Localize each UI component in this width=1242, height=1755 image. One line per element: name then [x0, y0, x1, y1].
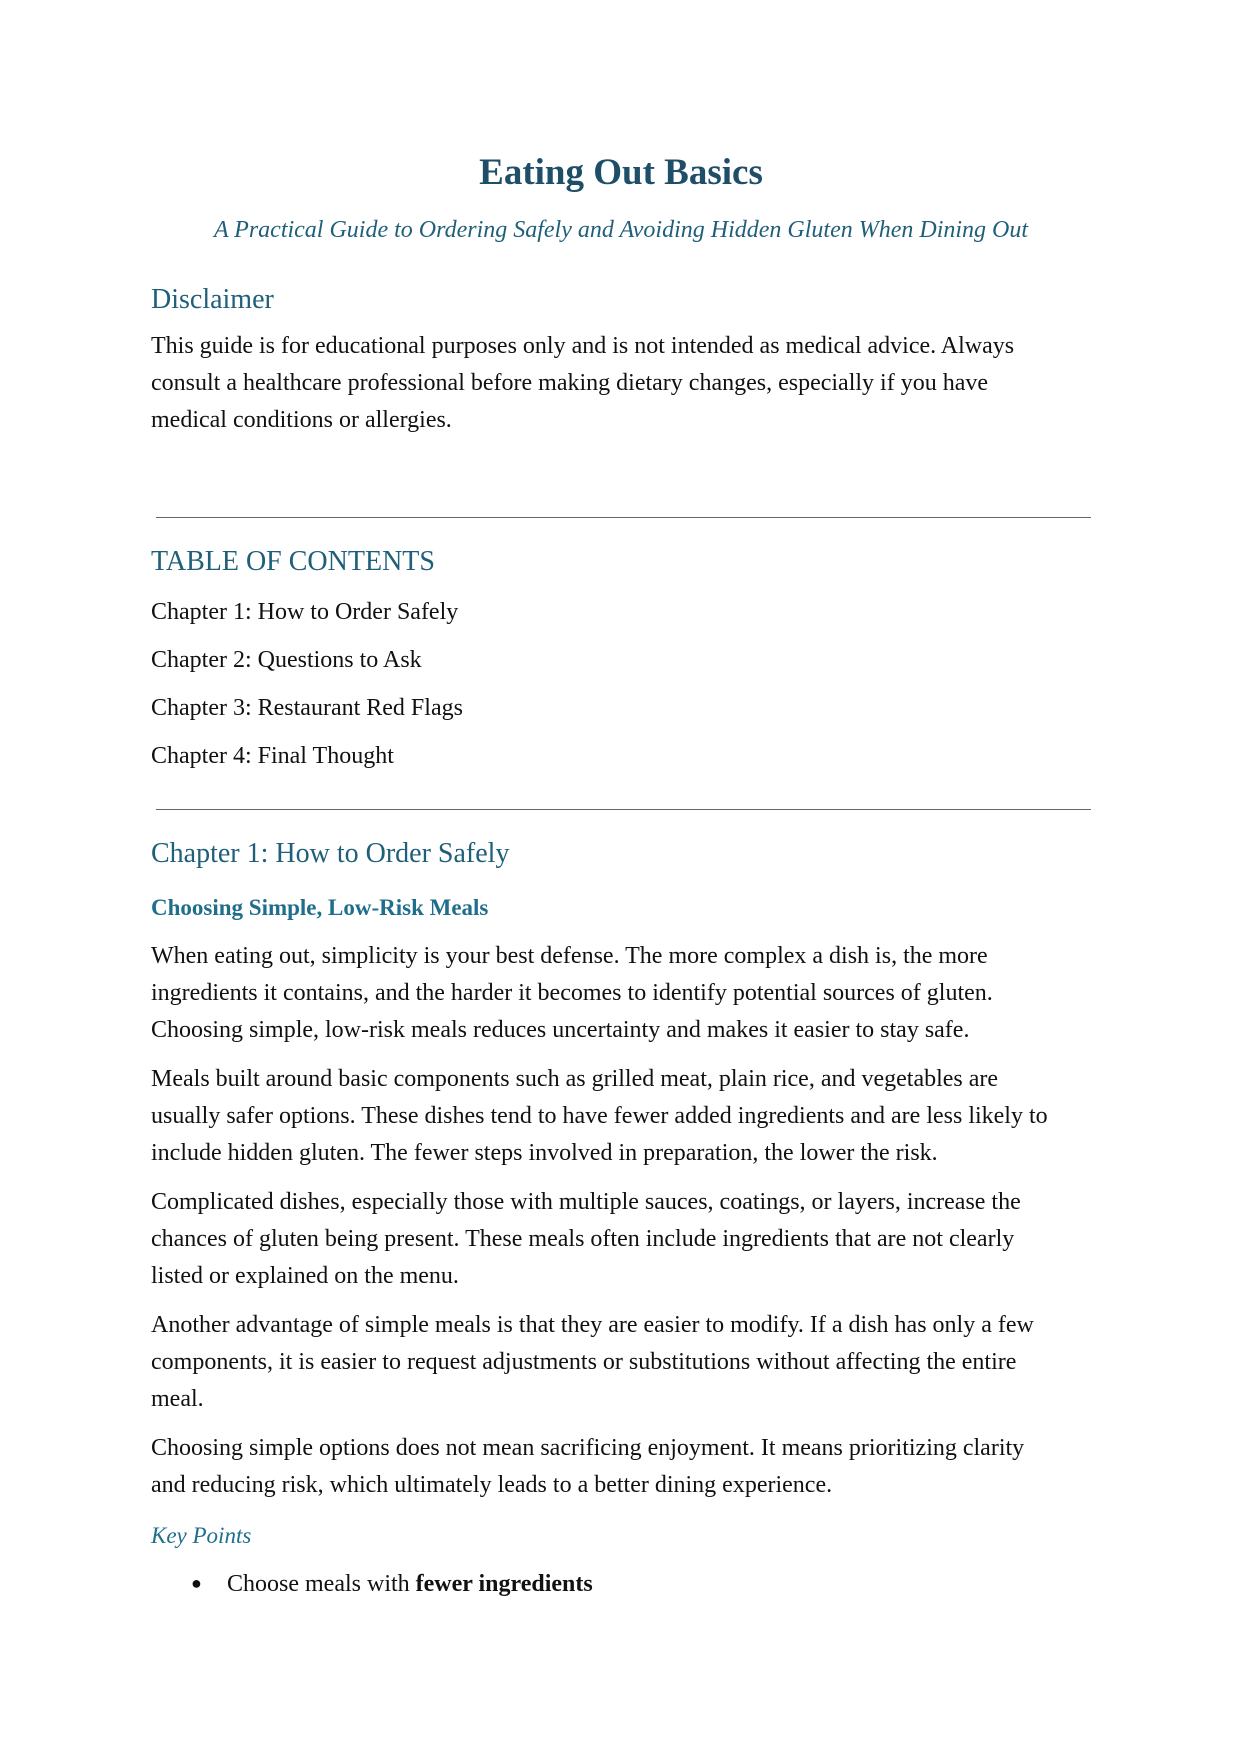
- disclaimer-heading: Disclaimer: [151, 284, 274, 315]
- paragraph-line: usually safer options. These dishes tend to have fewer added ingredients and are less likely to: [151, 1103, 1048, 1129]
- paragraph-line: Complicated dishes, especially those with multiple sauces, coatings, or layers, increase the: [151, 1189, 1021, 1215]
- paragraph-line: Choosing simple options does not mean sacrificing enjoyment. It means prioritizing clarity: [151, 1435, 1025, 1461]
- paragraph-line: and reducing risk, which ultimately leads to a better dining experience.: [151, 1472, 833, 1498]
- toc-item-chapter-4: Chapter 4: Final Thought: [151, 743, 394, 769]
- disclaimer-line: medical conditions or allergies.: [151, 407, 452, 433]
- paragraph-line: components, it is easier to request adjustments or substitutions without affecting the entire: [151, 1349, 1017, 1375]
- toc-item-chapter-2: Chapter 2: Questions to Ask: [151, 647, 422, 673]
- paragraph-line: meal.: [151, 1386, 204, 1412]
- list-item: [191, 1567, 593, 1600]
- chapter-1-subheading: Choosing Simple, Low-Risk Meals: [151, 895, 489, 920]
- chapter-1-heading: Chapter 1: How to Order Safely: [151, 838, 510, 869]
- toc-item-chapter-1: Chapter 1: How to Order Safely: [151, 599, 459, 625]
- document-subtitle: A Practical Guide to Ordering Safely and Avoiding Hidden Gluten When Dining Out: [213, 217, 1029, 243]
- toc-heading: TABLE OF CONTENTS: [151, 546, 435, 577]
- section-divider: [156, 809, 1091, 810]
- document-title: Eating Out Basics: [479, 152, 763, 193]
- bullet-icon: ●: [191, 1573, 202, 1593]
- disclaimer-line: consult a healthcare professional before making dietary changes, especially if you have: [151, 370, 988, 396]
- bullet-text: Choose meals with: [227, 1571, 416, 1597]
- paragraph-line: listed or explained on the menu.: [151, 1263, 459, 1289]
- paragraph-line: ingredients it contains, and the harder it becomes to identify potential sources of gluten.: [151, 980, 993, 1006]
- paragraph-line: Choosing simple, low-risk meals reduces uncertainty and makes it easier to stay safe.: [151, 1017, 970, 1043]
- key-points-heading: Key Points: [151, 1523, 252, 1548]
- bullet-bold-text: fewer ingredients: [415, 1571, 593, 1597]
- paragraph-line: Another advantage of simple meals is that they are easier to modify. If a dish has only a few: [151, 1312, 1034, 1338]
- disclaimer-line: This guide is for educational purposes only and is not intended as medical advice. Always: [151, 333, 1015, 359]
- paragraph-line: include hidden gluten. The fewer steps involved in preparation, the lower the risk.: [151, 1140, 938, 1166]
- paragraph-line: chances of gluten being present. These meals often include ingredients that are not clearly: [151, 1226, 1015, 1252]
- paragraph-line: Meals built around basic components such as grilled meat, plain rice, and vegetables are: [151, 1066, 999, 1092]
- paragraph-line: When eating out, simplicity is your best defense. The more complex a dish is, the more: [151, 943, 988, 969]
- section-divider: [156, 517, 1091, 518]
- toc-item-chapter-3: Chapter 3: Restaurant Red Flags: [151, 695, 463, 721]
